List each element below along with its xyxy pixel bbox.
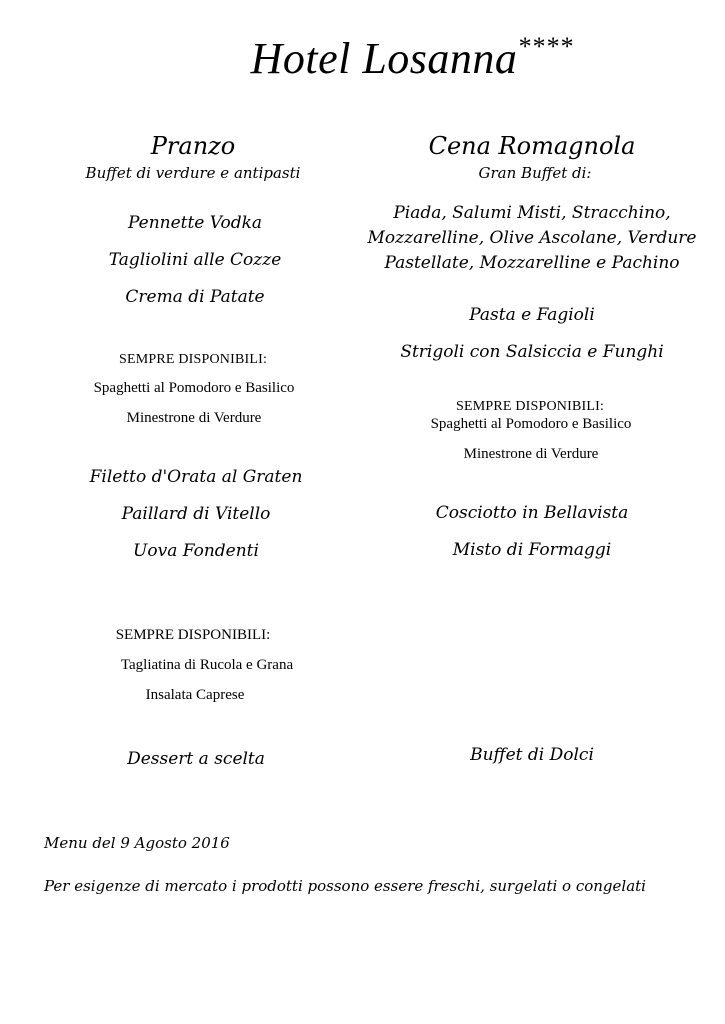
lunch-second-course: Filetto d'Orata al Graten: [89, 467, 303, 487]
lunch-heading: Pranzo: [150, 132, 236, 160]
dinner-subheading: Gran Buffet di:: [478, 164, 592, 182]
lunch-first-course: Tagliolini alle Cozze: [108, 250, 282, 270]
dinner-always-item: Spaghetti al Pomodoro e Basilico: [430, 416, 632, 432]
dinner-buffet-line: Pastellate, Mozzarelline e Pachino: [384, 253, 680, 273]
hotel-name: Hotel Losanna: [250, 34, 518, 83]
lunch-always-item: Minestrone di Verdure: [126, 410, 262, 426]
lunch-always-label: SEMPRE DISPONIBILI:: [118, 352, 268, 367]
dinner-always-label: SEMPRE DISPONIBILI:: [455, 399, 605, 414]
dinner-second-course: Misto di Formaggi: [452, 540, 612, 560]
dinner-buffet-line: Mozzarelline, Olive Ascolane, Verdure: [367, 228, 697, 248]
lunch-always-item: Spaghetti al Pomodoro e Basilico: [93, 380, 295, 396]
lunch-always2-item: Insalata Caprese: [145, 687, 245, 703]
lunch-always2-item: Tagliatina di Rucola e Grana: [120, 657, 294, 673]
lunch-first-course: Crema di Patate: [125, 287, 265, 307]
lunch-dessert: Dessert a scelta: [127, 749, 265, 769]
dinner-heading: Cena Romagnola: [428, 132, 636, 160]
lunch-first-course: Pennette Vodka: [127, 213, 263, 233]
lunch-subheading: Buffet di verdure e antipasti: [85, 164, 301, 182]
dinner-first-course: Strigoli con Salsiccia e Funghi: [400, 342, 664, 362]
lunch-always2-label: SEMPRE DISPONIBILI:: [115, 627, 271, 643]
dinner-always-item: Minestrone di Verdure: [463, 446, 599, 462]
lunch-second-course: Uova Fondenti: [133, 541, 259, 561]
hotel-stars: ****: [517, 32, 574, 61]
dinner-dessert: Buffet di Dolci: [470, 745, 594, 765]
dinner-first-course: Pasta e Fagioli: [469, 305, 595, 325]
hotel-title: [251, 32, 574, 84]
disclaimer: Per esigenze di mercato i prodotti possono essere freschi, surgelati o congelati: [44, 877, 646, 895]
menu-date: Menu del 9 Agosto 2016: [44, 834, 230, 852]
dinner-buffet-line: Piada, Salumi Misti, Stracchino,: [393, 203, 671, 223]
dinner-second-course: Cosciotto in Bellavista: [435, 503, 629, 523]
lunch-second-course: Paillard di Vitello: [121, 504, 271, 524]
